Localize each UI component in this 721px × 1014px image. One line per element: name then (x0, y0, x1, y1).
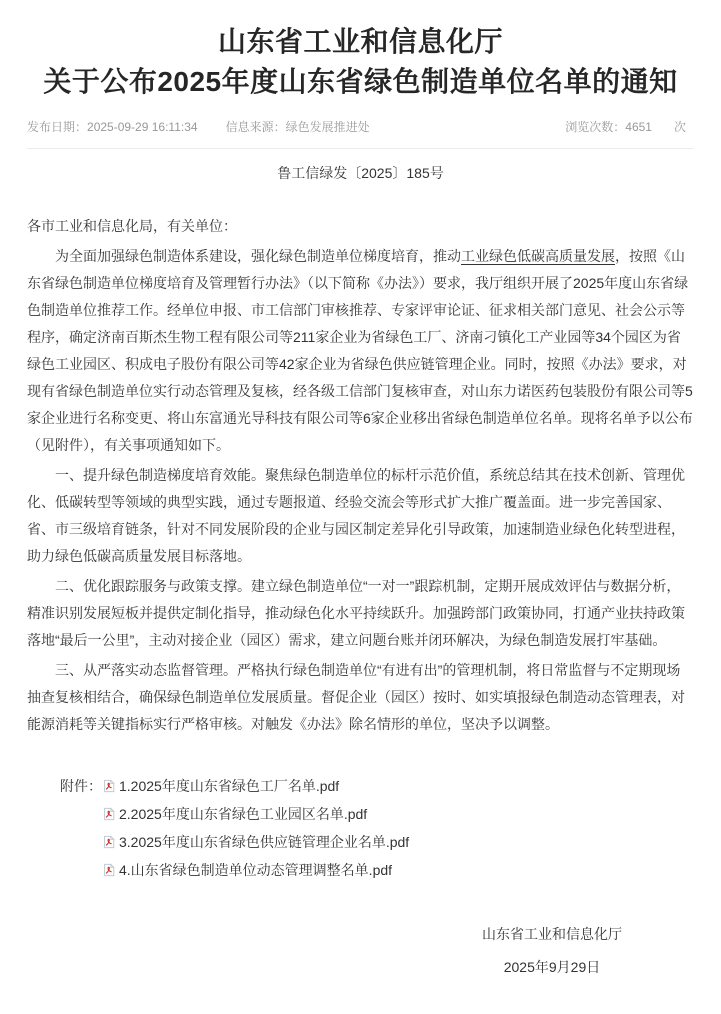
view-count-unit: 次 (673, 120, 686, 134)
paragraph-2: 一、提升绿色制造梯度培育效能。聚焦绿色制造单位的标杆示范价值，系统总结其在技术创新、管理优化、低碳转型等领域的典型实践，通过专题报道、经验交流会等形式扩大推广覆盖面。进一步完善国家、省、市三级培育链条，针对不同发展阶段的企业与园区制定差异化引导政策，加速制造业绿色化转型进程，助力绿色低碳高质量发展目标落地。 (27, 467, 685, 564)
info-source-label: 信息来源： (225, 120, 286, 134)
page-title-line1: 山东省工业和信息化厅 (217, 26, 503, 57)
notice-page (0, 22, 721, 984)
signature-block (482, 918, 622, 984)
view-count-label: 浏览次数： (565, 120, 626, 134)
paragraph-1-text-after: ，按照《山东省绿色制造单位梯度培育及管理暂行办法》（以下简称《办法》）要求，我厅组织开展了2025年度山东省绿色制造单位推荐工作。经单位申报、市工信部门审核推荐、专家评审论证、征求相关部门意见、社会公示等程序，确定济南百斯杰生物工程有限公司等211家企业为省绿色工厂、济南刁镇化工产业园等34个园区为省绿色工业园区、积成电子股份有限公司等42家企业为省绿色供应链管理企业。同时，按照《办法》要求，对现有省绿色制造单位实行动态管理及复核，经各级工信部门复核审查，对山东力诺医药包装股份有限公司等5家企业进行名称变更、将山东富通光导科技有限公司等6家企业移出省绿色制造单位名单。现将名单予以公布（见附件），有关事项通知如下。 (27, 248, 693, 453)
view-count (565, 118, 686, 135)
view-count-value: 4651 (625, 120, 652, 134)
paragraph-1-text-before: 为全面加强绿色制造体系建设，强化绿色制造单位梯度培育，推动 (55, 248, 461, 264)
signature-org: 山东省工业和信息化厅 (482, 926, 622, 942)
attachments-list (102, 772, 409, 884)
attachment-link-green-supply-chain-list[interactable]: 3.2025年度山东省绿色供应链管理企业名单.pdf (119, 834, 410, 850)
publish-date (27, 118, 198, 135)
attachment-item (102, 856, 409, 884)
publish-date-label: 发布日期： (27, 120, 88, 134)
attachment-item (102, 828, 409, 856)
info-source (226, 118, 370, 135)
salutation: 各市工业和信息化局，有关单位： (27, 218, 237, 234)
paragraph-3: 二、优化跟踪服务与政策支撑。建立绿色制造单位“一对一”跟踪机制，定期开展成效评估与数据分析，精准识别发展短板并提供定制化指导，推动绿色化水平持续跃升。加强跨部门政策协同，打通产业扶持政策落地“最后一公里”，主动对接企业（园区）需求，建立问题台账并闭环解决，为绿色制造发展打牢基础。 (27, 578, 685, 648)
attachments-label: 附件： (60, 778, 102, 794)
info-source-value: 绿色发展推进处 (285, 120, 370, 134)
page-title (27, 22, 694, 102)
paragraph-4: 三、从严落实动态监督管理。严格执行绿色制造单位“有进有出”的管理机制，将日常监督与不定期现场抽查复核相结合，确保绿色制造单位发展质量。督促企业（园区）按时、如实填报绿色制造动态管理表，对能源消耗等关键指标实行严格审核。对触发《办法》除名情形的单位，坚决予以调整。 (27, 662, 685, 732)
pdf-file-icon (102, 835, 116, 849)
pdf-file-icon (102, 863, 116, 877)
page-title-line2: 关于公布2025年度山东省绿色制造单位名单的通知 (43, 66, 678, 97)
attachment-link-green-industrial-park-list[interactable]: 2.2025年度山东省绿色工业园区名单.pdf (119, 806, 368, 822)
attachment-item (102, 800, 409, 828)
document-body (27, 213, 694, 738)
paragraph-1-underlined-phrase: 工业绿色低碳高质量发展 (461, 248, 615, 264)
paragraph-1 (27, 243, 694, 459)
document-number: 鲁工信绿发〔2025〕185号 (277, 165, 444, 181)
article-meta-bar (27, 118, 694, 149)
publish-date-value: 2025-09-29 16:11:34 (87, 120, 198, 134)
attachments-section (27, 772, 694, 884)
attachment-item (102, 772, 409, 800)
attachment-link-green-factory-list[interactable]: 1.2025年度山东省绿色工厂名单.pdf (119, 778, 340, 794)
pdf-file-icon (102, 779, 116, 793)
pdf-file-icon (102, 807, 116, 821)
attachment-link-dynamic-adjustment-list[interactable]: 4.山东省绿色制造单位动态管理调整名单.pdf (119, 862, 393, 878)
signature-date: 2025年9月29日 (503, 959, 601, 975)
